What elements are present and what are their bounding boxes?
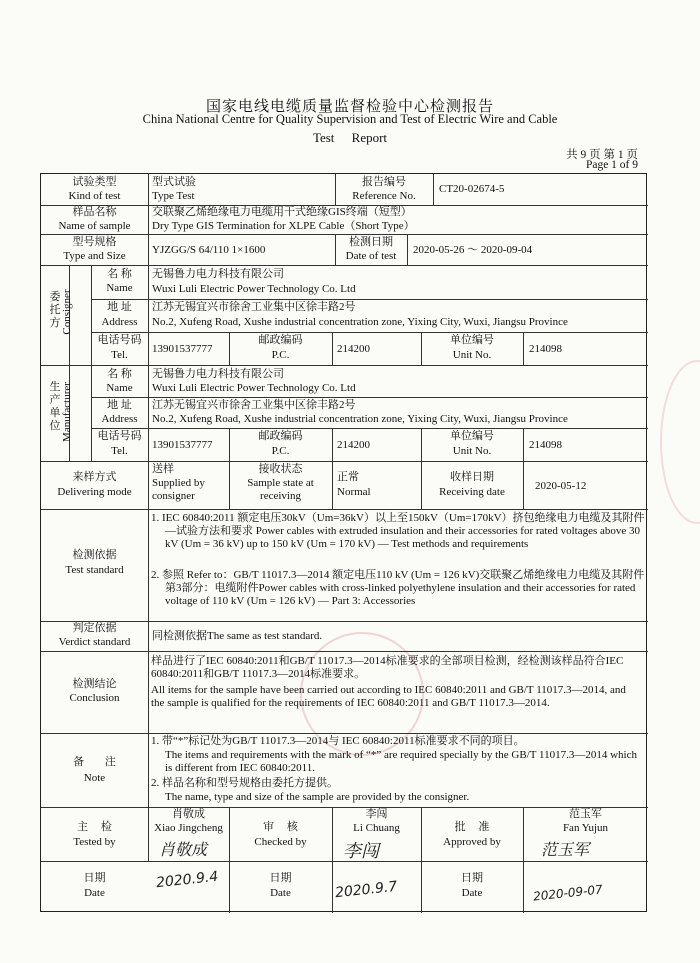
manufacturer-name-label-en: Name — [106, 382, 133, 394]
consigner-unit-label-en: Unit No. — [452, 349, 492, 361]
approved-date-label-en: Date — [461, 887, 483, 899]
manufacturer-unit-label-cn: 单位编号 — [450, 430, 494, 442]
note-item-2-en: The name, type and size of the sample are provided by the consigner. — [165, 791, 470, 803]
manufacturer-tel-label-cn: 电话号码 — [97, 430, 142, 442]
page-count-cn: 共 9 页 第 1 页 — [566, 149, 638, 161]
manufacturer-addr-cn: 江苏无锡宜兴市徐舍工业集中区徐丰路2号 — [152, 399, 356, 411]
report-title-en: China National Centre for Quality Supervision and Test of Electric Wire and Cable — [142, 112, 558, 126]
tester-name-cn: 肖敬成 — [172, 808, 205, 820]
receive-date-value: 2020-05-12 — [535, 480, 587, 492]
conclusion-text-cn: 样品进行了IEC 60840:2011和GB/T 11017.3—2014标准要求的全部项目检测，经检测该样品符合IEC 60840:2011和GB/T 11017.3—2014标准要求。 — [151, 655, 624, 680]
receive-label-en: Receiving date — [439, 486, 505, 498]
conclusion-text-en: All items for the sample have been carried out according to IEC 60840:2011 and GB/T 11017.3—2014, and the sample is qualified for the requirements of IEC 60840:2011 and GB/T 11017.3—2014. — [151, 684, 626, 709]
manufacturer-pc-label-cn: 邮政编码 — [258, 430, 303, 442]
consigner-unit-label-cn: 单位编号 — [450, 334, 494, 346]
manufacturer-name-label-cn: 名 称 — [107, 368, 132, 380]
note-item-2-cn: 2. 样品名称和型号规格由委托方提供。 — [151, 777, 338, 789]
manufacturer-tel-label-en: Tel. — [111, 445, 128, 457]
delivery-label-cn: 来样方式 — [72, 471, 117, 483]
conclusion-label-cn: 检测结论 — [72, 678, 117, 690]
model-label-cn: 型号规格 — [72, 236, 117, 248]
checker-name-cn: 李闯 — [365, 808, 388, 820]
state-value-en: Normal — [337, 486, 371, 498]
ref-label-en: Reference No. — [352, 190, 416, 202]
manufacturer-unit-label-en: Unit No. — [452, 445, 492, 457]
approved-date-value: 2020-09-07 — [532, 882, 604, 904]
consigner-pc-label-cn: 邮政编码 — [258, 334, 303, 346]
conclusion-label-en: Conclusion — [69, 692, 120, 704]
kind-label-en: Kind of test — [68, 190, 121, 202]
checked-label-cn: 审 核 — [263, 821, 298, 833]
test-date-value: 2020-05-26 ～ 2020-09-04 — [413, 244, 533, 256]
sample-value-cn: 交联聚乙烯绝缘电力电缆用干式绝缘GIS终端（短型） — [152, 206, 412, 218]
receive-label-cn: 收样日期 — [450, 471, 494, 483]
consigner-tel-label-cn: 电话号码 — [97, 334, 142, 346]
test-date-label-cn: 检测日期 — [349, 236, 393, 248]
kind-value-en: Type Test — [152, 190, 195, 202]
checker-name-en: Li Chuang — [353, 822, 400, 834]
kind-value-cn: 型式试验 — [152, 176, 196, 188]
consigner-addr-label-cn: 地 址 — [107, 301, 132, 313]
consigner-name-label-cn: 名 称 — [107, 268, 132, 280]
consigner-unit-value: 214098 — [529, 343, 562, 355]
approver-name-cn: 范玉军 — [569, 808, 602, 820]
manufacturer-pc-value: 214200 — [337, 439, 370, 451]
standard-label-en: Test standard — [65, 564, 124, 576]
tested-date-label-en: Date — [84, 887, 105, 899]
edge-seal-stamp — [660, 360, 700, 524]
report-title-cn: 国家电线电缆质量监督检验中心检测报告 — [205, 97, 494, 115]
standard-label-cn: 检测依据 — [72, 549, 117, 561]
kind-label-cn: 试验类型 — [72, 176, 117, 188]
note-item-1-cn: 1. 带“*”标记处为GB/T 11017.3—2014与 IEC 60840:2011标准要求不同的项目。 — [151, 735, 525, 747]
consigner-side-en: Consigner — [61, 289, 73, 335]
note-label-cn: 备 注 — [73, 756, 116, 768]
standard-item-2: 2. 参照 Refer to：GB/T 11017.3—2014 额定电压110 kV (Um = 126 kV)交联聚乙烯绝缘电力电缆及其附件 第3部分：电缆附件Power cables with cross-linked polyethylene insulation and their accessories for rated voltage of 110 kV (Um = 126 kV) — Part 3: Accessories — [151, 569, 645, 607]
consigner-name-en: Wuxi Luli Electric Power Technology Co. Ltd — [152, 283, 356, 295]
approver-name-en: Fan Yujun — [562, 822, 609, 834]
approver-signature: 范玉军 — [541, 840, 590, 859]
model-label-en: Type and Size — [63, 250, 126, 262]
manufacturer-addr-en: No.2, Xufeng Road, Xushe industrial concentration zone, Yixing City, Wuxi, Jiangsu Province — [152, 413, 568, 425]
checked-label-en: Checked by — [254, 836, 307, 848]
state-label-cn: 接收状态 — [258, 463, 303, 475]
report-subtitle: Test Report — [312, 130, 388, 145]
consigner-tel-label-en: Tel. — [111, 349, 128, 361]
checked-date-label-en: Date — [270, 887, 291, 899]
consigner-name-label-en: Name — [106, 282, 133, 294]
manufacturer-tel-value: 13901537777 — [152, 439, 213, 451]
verdict-label-en: Verdict standard — [58, 636, 131, 648]
tested-label-cn: 主 检 — [77, 821, 112, 833]
tester-name-en: Xiao Jingcheng — [154, 822, 223, 834]
tested-date-value: 2020.9.4 — [155, 868, 220, 892]
manufacturer-addr-label-en: Address — [101, 413, 138, 425]
delivery-value-cn: 送样 — [152, 463, 174, 475]
sample-label-cn: 样品名称 — [72, 206, 117, 218]
test-date-label-en: Date of test — [345, 250, 397, 262]
manufacturer-name-en: Wuxi Luli Electric Power Technology Co. Ltd — [152, 382, 356, 394]
consigner-name-cn: 无锡鲁力电力科技有限公司 — [152, 268, 284, 280]
consigner-side-cn: 委 托 方 — [49, 290, 61, 329]
report-table — [40, 173, 647, 912]
checked-date-label-cn: 日期 — [269, 872, 292, 884]
manufacturer-side-en: Manufacturer — [61, 382, 73, 442]
tested-label-en: Tested by — [73, 836, 116, 848]
page-count-en: Page 1 of 9 — [585, 159, 638, 171]
consigner-addr-en: No.2, Xufeng Road, Xushe industrial concentration zone, Yixing City, Wuxi, Jiangsu Province — [152, 316, 568, 328]
sample-value-en: Dry Type GIS Termination for XLPE Cable（Short Type） — [152, 220, 415, 232]
consigner-pc-label-en: P.C. — [271, 349, 290, 361]
state-label-en: Sample state at receiving — [247, 477, 314, 502]
verdict-label-cn: 判定依据 — [72, 622, 117, 634]
approved-label-en: Approved by — [443, 836, 501, 848]
model-value: YJZGG/S 64/110 1×1600 — [152, 244, 266, 256]
manufacturer-name-cn: 无锡鲁力电力科技有限公司 — [152, 368, 284, 380]
manufacturer-unit-value: 214098 — [529, 439, 562, 451]
sample-label-en: Name of sample — [58, 220, 131, 232]
note-item-1-en: The items and requirements with the mark of “*” are required specially by the GB/T 11017.3—2014 which is different from IEC 60840:2011. — [165, 749, 637, 774]
tester-signature: 肖敬成 — [159, 840, 208, 859]
approved-date-label-cn: 日期 — [461, 872, 483, 884]
consigner-addr-label-en: Address — [101, 316, 138, 328]
standard-item-1: 1. IEC 60840:2011 额定电压30kV（Um=36kV）以上至150kV（Um=170kV）挤包绝缘电力电缆及其附件—试验方法和要求 Power cables with extruded insulation and their accessories for rated voltages above 30 kV (Um = 36 kV) up to 150 kV (Um = 170 kV) — Test methods and requirements — [151, 512, 645, 550]
verdict-value: 同检测依据The same as test standard. — [152, 630, 323, 642]
manufacturer-side-cn: 生 产 单 位 — [49, 380, 61, 432]
manufacturer-pc-label-en: P.C. — [271, 445, 290, 457]
consigner-tel-value: 13901537777 — [152, 343, 213, 355]
checked-date-value: 2020.9.7 — [334, 878, 399, 902]
note-label-en: Note — [83, 772, 106, 784]
approved-label-cn: 批 准 — [454, 821, 490, 833]
manufacturer-addr-label-cn: 地 址 — [107, 399, 132, 411]
state-value-cn: 正常 — [337, 471, 359, 483]
delivery-value-en: Supplied by consigner — [152, 477, 205, 502]
consigner-pc-value: 214200 — [337, 343, 370, 355]
checker-signature: 李闯 — [343, 841, 379, 862]
tested-date-label-cn: 日期 — [83, 872, 106, 884]
consigner-addr-cn: 江苏无锡宜兴市徐舍工业集中区徐丰路2号 — [152, 301, 356, 313]
ref-value: CT20-02674-5 — [439, 183, 505, 195]
ref-label-cn: 报告编号 — [362, 176, 406, 188]
delivery-label-en: Delivering mode — [57, 486, 132, 498]
